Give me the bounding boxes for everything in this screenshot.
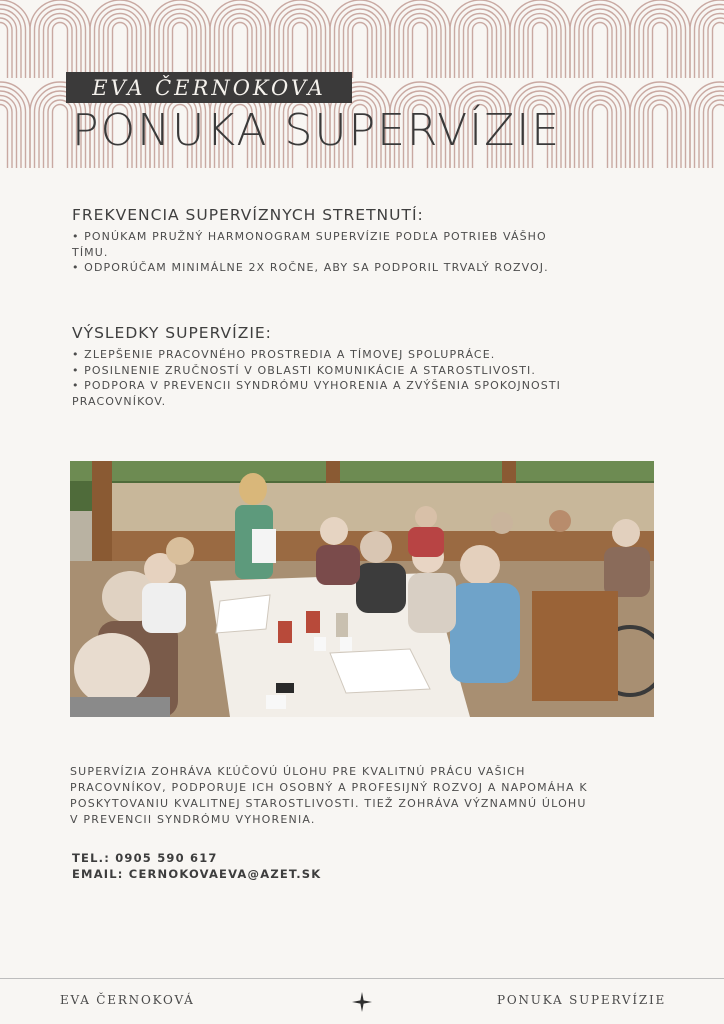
arch-line	[353, 23, 368, 79]
arch-line	[653, 23, 668, 79]
author-name-tag: EVA ČERNOKOVA	[66, 72, 352, 103]
arch-line	[713, 105, 724, 168]
arch-line	[233, 23, 248, 78]
arch-line	[708, 100, 724, 168]
arch-line	[648, 100, 672, 168]
frequency-bullet: • PONÚKAM PRUŽNÝ HARMONOGRAM SUPERVÍZIE PODĽA POTRIEB VÁŠHO TÍMU.	[72, 230, 547, 259]
arch-line	[473, 23, 488, 78]
arch-line	[459, 9, 501, 78]
arch-line	[35, 5, 86, 79]
arch-line	[0, 105, 8, 168]
results-bullet: • ZLEPŠENIE PRACOVNÉHO PROSTREDIA A TÍMOVEJ SPOLUPRÁCE.	[72, 348, 496, 361]
results-heading: VÝSLEDKY SUPERVÍZIE:	[72, 324, 272, 342]
page-title: PONUKA SUPERVÍZIE	[72, 105, 562, 156]
frequency-bullet: • ODPORÚČAM MINIMÁLNE 2X ROČNE, ABY SA PODPORIL TRVALÝ ROZVOJ.	[72, 261, 549, 274]
arch-line	[635, 5, 686, 79]
arch-line	[0, 18, 12, 78]
arch-line	[408, 18, 432, 78]
arch-line	[704, 96, 724, 169]
arch-line	[95, 5, 146, 79]
arch-line	[639, 91, 681, 168]
sparkle-icon	[352, 992, 372, 1012]
arch-line	[413, 23, 428, 79]
arch-line	[293, 23, 308, 79]
arch-line	[635, 87, 686, 168]
arch-line	[395, 5, 446, 79]
arch-line	[48, 18, 72, 78]
arch-line	[279, 9, 321, 78]
arch-line	[593, 23, 608, 79]
results-bullet: • PODPORA V PREVENCII SYNDRÓMU VYHORENIA A ZVÝŠENIA SPOKOJNOSTI PRACOVNÍKOV.	[72, 379, 562, 408]
arch-line	[0, 9, 21, 78]
contact-block	[72, 850, 321, 882]
arch-line	[528, 18, 552, 78]
arch-line	[579, 9, 621, 78]
frequency-section	[72, 206, 652, 276]
arch-line	[108, 18, 132, 78]
arch-line	[155, 5, 206, 79]
arch-line	[0, 23, 8, 79]
arch-line	[699, 91, 724, 168]
frequency-heading: FREKVENCIA SUPERVÍZNYCH STRETNUTÍ:	[72, 206, 424, 224]
arch-line	[0, 96, 17, 169]
arch-line	[648, 18, 672, 78]
arch-line	[575, 5, 626, 79]
footer-divider	[0, 978, 724, 979]
arch-line	[579, 91, 621, 168]
arch-line	[53, 105, 68, 168]
footer-author: EVA ČERNOKOVÁ	[60, 993, 195, 1007]
arch-line	[588, 100, 612, 168]
arch-line	[399, 9, 441, 78]
arch-line	[53, 23, 68, 78]
arch-line	[113, 23, 128, 78]
arch-line	[653, 105, 668, 168]
arch-line	[588, 18, 612, 78]
arch-line	[699, 9, 724, 78]
arch-line	[348, 18, 372, 78]
arch-line	[533, 23, 548, 79]
arch-line	[99, 9, 141, 78]
description-paragraph: SUPERVÍZIA ZOHRÁVA KĽÚČOVÚ ÚLOHU PRE KVALITNÚ PRÁCU VAŠICH PRACOVNÍKOV, PODPORUJE ICH OSOBNÝ A PROFESIJNÝ ROZVOJ A NAPOMÁHA K POSKYTOVANIU KVALITNEJ STAROSTLIVOSTI. TIEŽ ZOHRÁVA VÝZNAMNÚ ÚLOHU V PREVENCII SYNDRÓMU VYHORENIA.	[70, 765, 588, 826]
arch-line	[288, 18, 312, 78]
arch-line	[575, 87, 626, 168]
arch-line	[455, 5, 506, 79]
email-address[interactable]: EMAIL: CERNOKOVAEVA@AZET.SK	[72, 867, 322, 881]
phone-number[interactable]: TEL.: 0905 590 617	[72, 851, 218, 865]
arch-line	[215, 5, 266, 79]
arch-line	[275, 5, 326, 79]
arch-line	[173, 23, 188, 79]
arch-line	[335, 5, 386, 79]
results-bullet: • POSILNENIE ZRUČNOSTÍ V OBLASTI KOMUNIKÁCIE A STAROSTLIVOSTI.	[72, 363, 536, 377]
arch-line	[159, 9, 201, 78]
arch-line	[228, 18, 252, 78]
arch-line	[168, 18, 192, 78]
arch-line	[0, 100, 12, 168]
group-photo	[70, 461, 654, 717]
arch-line	[39, 9, 81, 78]
arch-line	[639, 9, 681, 78]
arch-line	[219, 9, 261, 78]
arch-line	[713, 23, 724, 79]
arch-line	[48, 100, 72, 168]
arch-line	[708, 18, 724, 78]
arch-line	[339, 9, 381, 78]
results-section	[72, 324, 652, 409]
arch-line	[0, 91, 21, 168]
arch-line	[468, 18, 492, 78]
footer-title: PONUKA SUPERVÍZIE	[497, 993, 667, 1007]
arch-line	[515, 5, 566, 79]
arch-line	[519, 9, 561, 78]
arch-line	[593, 105, 608, 168]
